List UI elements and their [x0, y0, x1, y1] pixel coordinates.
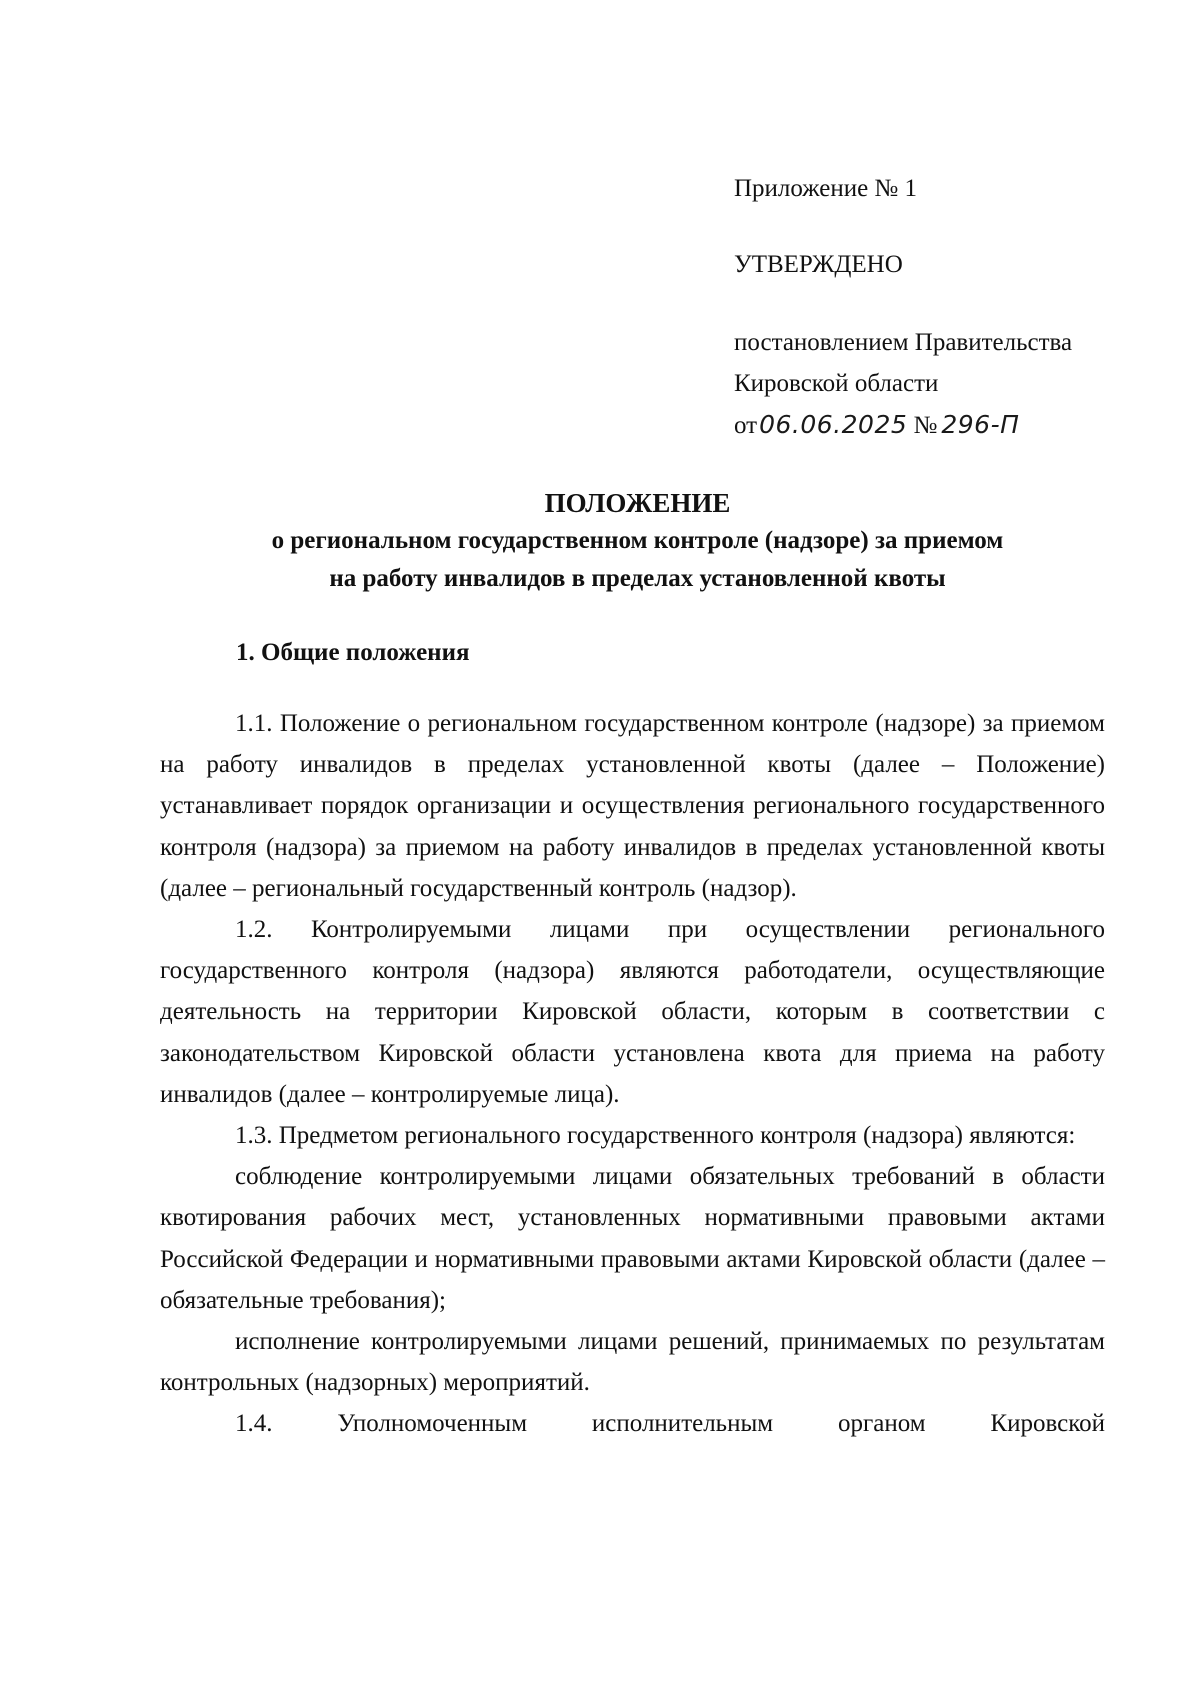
- paragraph-item-obligations: соблюдение контролируемыми лицами обязательных требований в области квотирования рабочих мест, установленных нормативными правовыми актами Российской Федерации и нормативными правовыми актами Кировской области (далее – обязательные требования);: [160, 1163, 1105, 1314]
- paragraph-1-3: 1.3. Предметом регионального государственного контроля (надзора) являются:: [235, 1122, 1076, 1150]
- decree-reference: [734, 322, 1174, 446]
- paragraph-1-1: 1.1. Положение о региональном государственном контроле (надзоре) за приемом на работу инвалидов в пределах установленной квоты (далее – Положение) устанавливает порядок организации и осуществления регионального государственного контроля (надзора) за приемом на работу инвалидов в пределах установленной квоты (далее – региональный государственный контроль (надзор).: [160, 710, 1105, 902]
- paragraph-1-2: 1.2. Контролируемыми лицами при осуществлении регионального государственного контроля (надзора) являются работодатели, осуществляющие деятельность на территории Кировской области, которым в соответствии с законодательством Кировской области установлена квота для приема на работу инвалидов (далее – контролируемые лица).: [160, 916, 1105, 1108]
- section-heading: 1. Общие положения: [236, 639, 470, 666]
- appendix-label: Приложение № 1: [734, 175, 918, 202]
- document-body: [160, 703, 1105, 1445]
- document-title: ПОЛОЖЕНИЕ: [544, 488, 731, 518]
- paragraph-item-decisions: исполнение контролируемыми лицами решений, принимаемых по результатам контрольных (надзорных) мероприятий.: [160, 1328, 1105, 1397]
- number-prefix: №: [913, 412, 938, 439]
- paragraph-1-4: 1.4. Уполномоченным исполнительным органом Кировской: [235, 1410, 1105, 1438]
- document-title-block: [120, 484, 1155, 598]
- handwritten-date: 06.06.2025: [759, 410, 908, 439]
- approved-stamp-text: УТВЕРЖДЕНО: [734, 251, 903, 278]
- handwritten-number: 296-П: [941, 410, 1020, 439]
- document-subtitle-line-1: о региональном государственном контроле (надзоре) за приемом: [271, 527, 1004, 554]
- decree-line-2: Кировской области: [734, 370, 939, 397]
- decree-line-1: постановлением Правительства: [734, 329, 1073, 356]
- approval-block: [734, 168, 1174, 446]
- decree-date-number-line: [734, 404, 1174, 446]
- date-prefix: от: [734, 412, 758, 439]
- document-subtitle-line-2: на работу инвалидов в пределах установленной квоты: [329, 565, 946, 592]
